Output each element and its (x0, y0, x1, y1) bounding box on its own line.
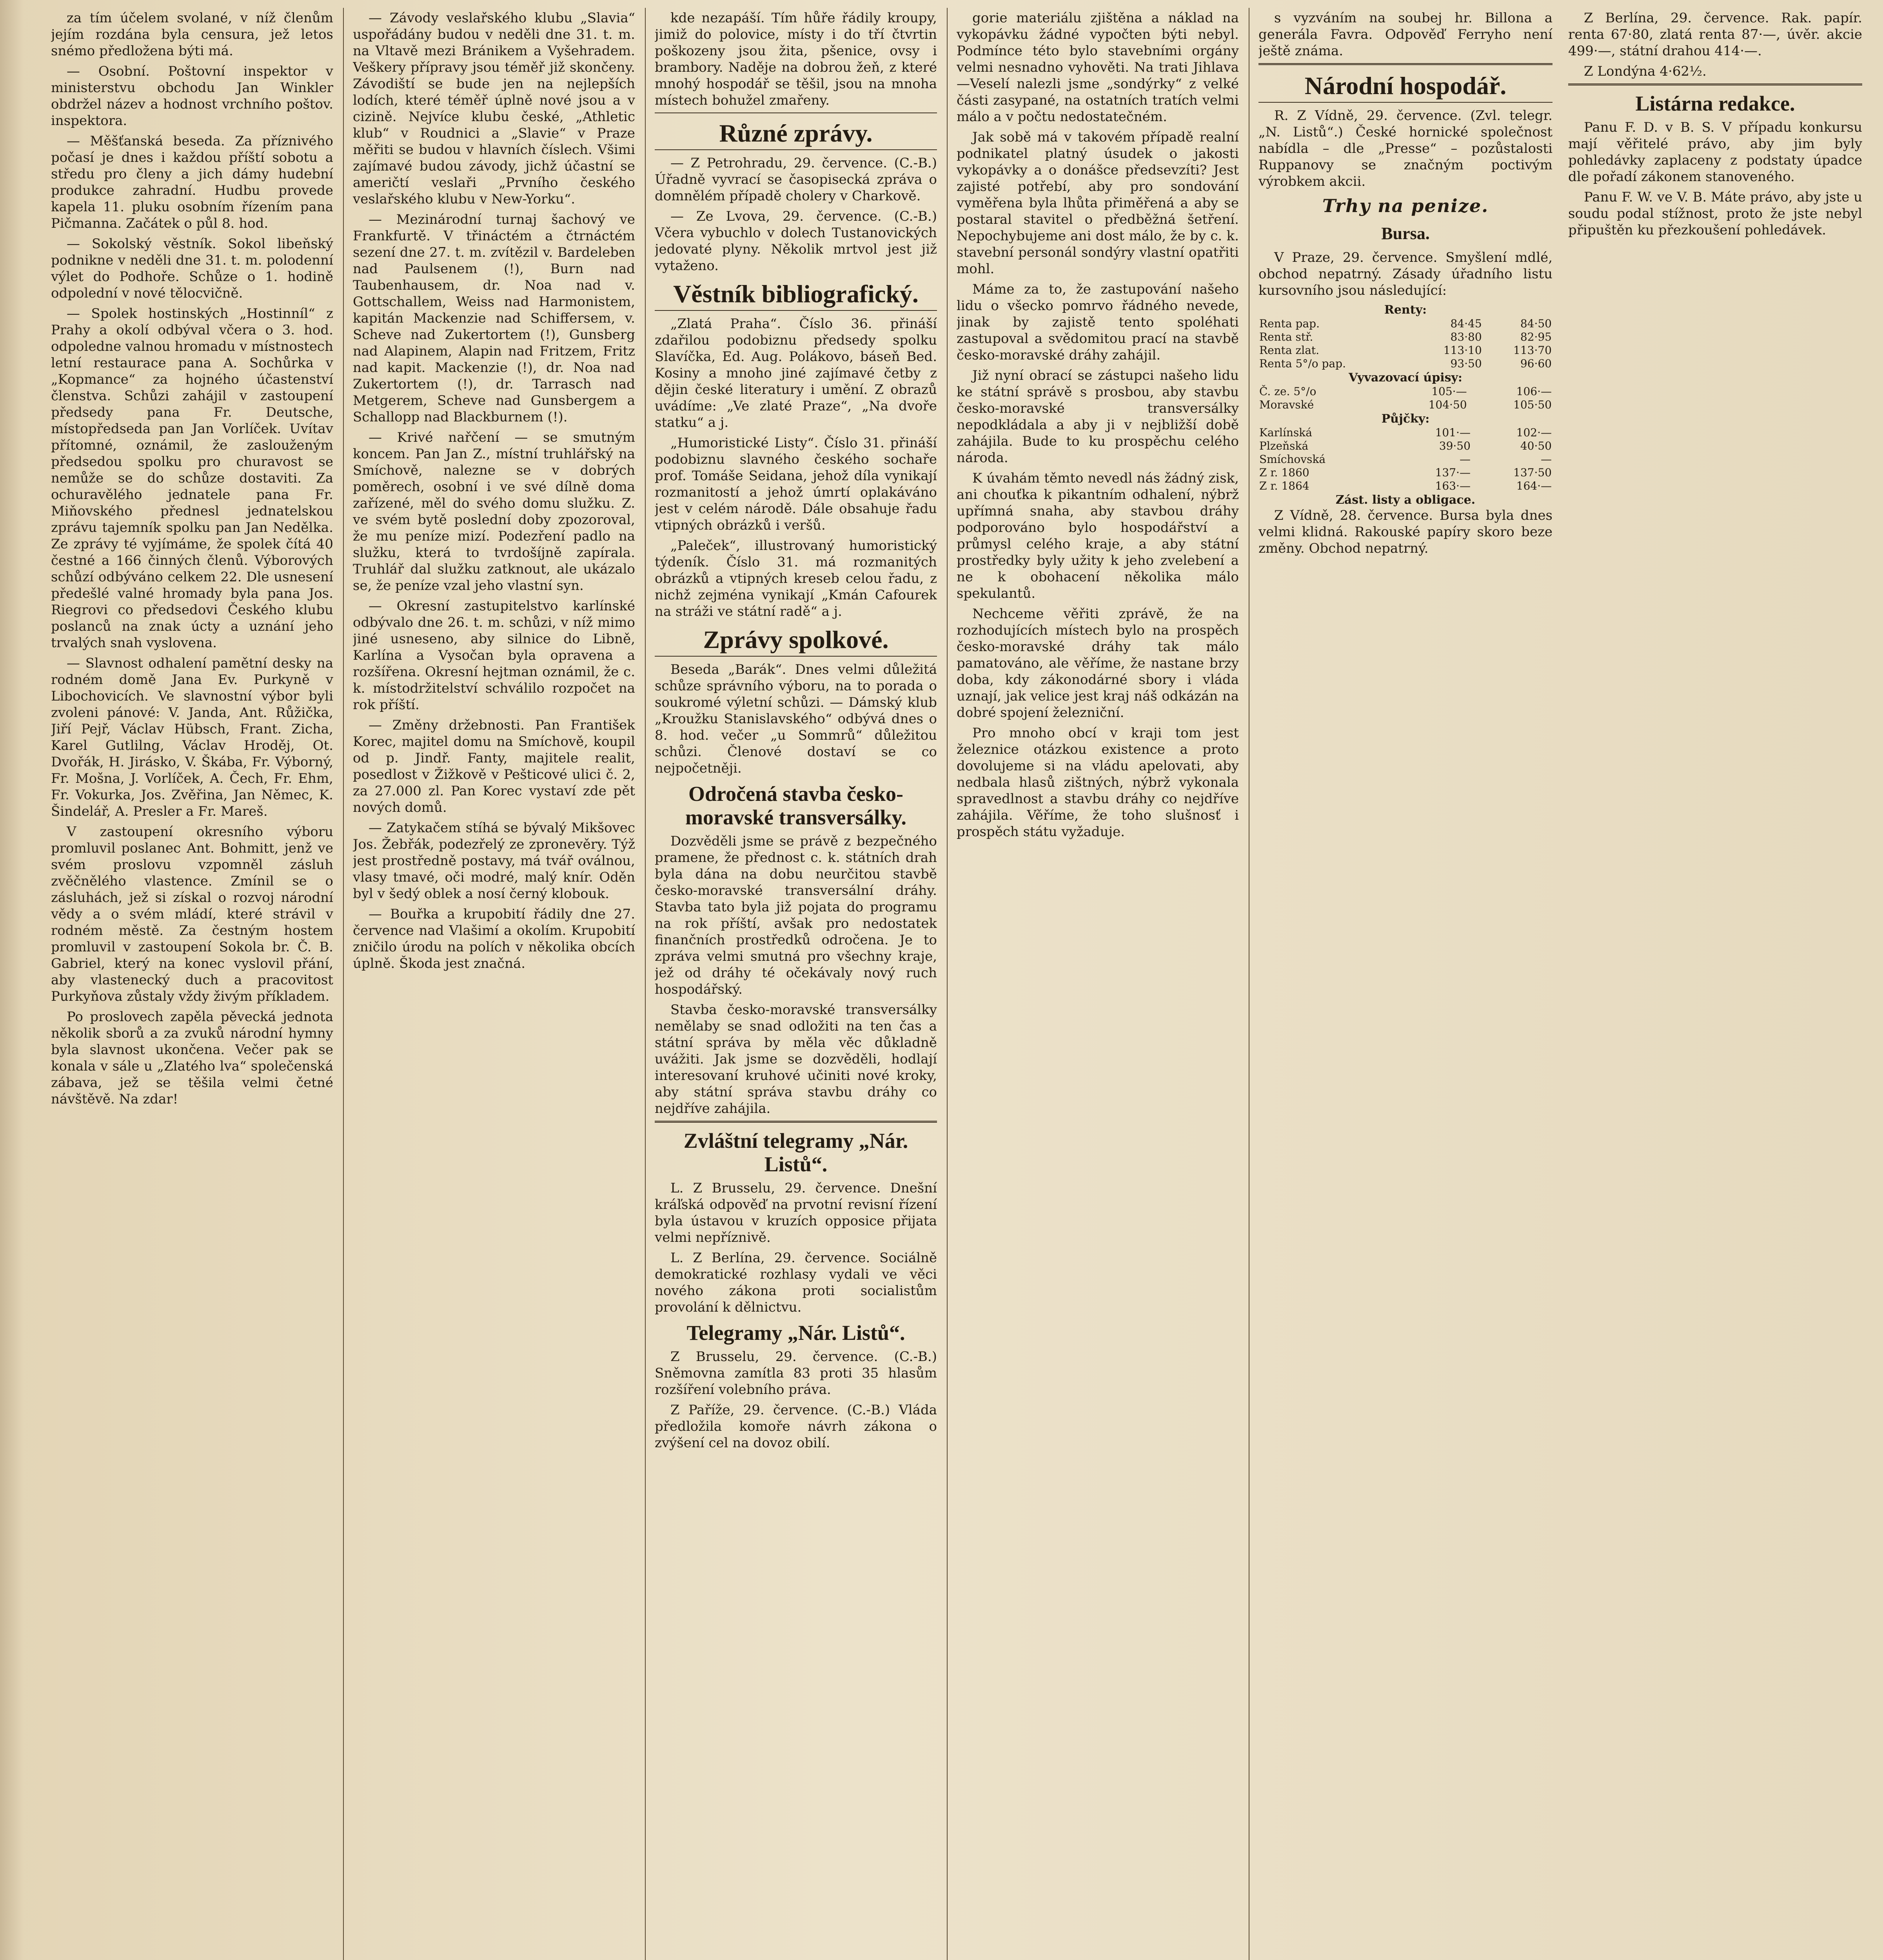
article-paragraph: — Měšťanská beseda. Za příznivého počasí je dnes i každou příští sobotu a středu pro členy a jich dámy hudební produkce zahradní. Hudbu provede kapela 11. pluku osobním řízením pana Pičmanna. Začátek o půl 8. hod. (51, 133, 333, 231)
article-paragraph: Z Paříže, 29. července. (C.-B.) Vláda předložila komoře návrh zákona o zvýšení cel na dovoz obilí. (655, 1402, 937, 1451)
quote-row (1258, 385, 1553, 398)
article-paragraph: Po proslovech zapěla pěvecká jednota několik sborů a za zvuků národní hymny byla slavnost ukončena. Večer pak se konala v sále u „Zlatého lva“ společenská zábava, jež se těšila velmi četné návštěvě. Na zdar! (51, 1009, 333, 1107)
quote-name: Č. ze. 5°/o (1259, 385, 1316, 398)
article-paragraph: L. Z Brusselu, 29. července. Dnešní kráľská odpověď na prvotní revisní řízení byla ústavou v kruzích opposice přijata velmi nepříznivě. (655, 1180, 937, 1245)
quote-value: 82·95 (1520, 330, 1552, 343)
quote-value: 84·50 (1520, 317, 1552, 330)
quote-name: Z r. 1864 (1259, 479, 1309, 492)
section-rule (1568, 83, 1862, 86)
column-divider (645, 8, 646, 1960)
article-paragraph: Z Londýna 4·62½. (1584, 64, 1707, 79)
quote-value: 96·60 (1520, 357, 1552, 370)
article-paragraph: Jak sobě má v takovém případě realní podnikatel platný úsudek o jakosti vykopávky a o donášce předsevzíti? Jest zajisté potřebí, aby pro sondování vyměřena byla lhůta přiměřená a aby se postaral stavitel o předběžná šetření. Nepochybujeme ani dost málo, že by c. k. stavební personál sondýry vlastní opatřiti mohl. (957, 129, 1239, 277)
section-heading-ruzne: Různé zprávy. (655, 120, 937, 150)
quote-value: 163·— (1435, 479, 1471, 492)
quote-name: Smíchovská (1259, 453, 1326, 466)
quote-value: 83·80 (1450, 330, 1482, 343)
quote-row (1258, 466, 1553, 479)
article-paragraph: „Humoristické Listy“. Číslo 31. přináší podobiznu slavného českého sochaře prof. Tomáše Seidana, jehož díla vynikají rozmanitostí a jehož úmrtí oplakáváno jest v celém národě. Dále obsahuje řadu vtipných obrázků i veršů. (655, 435, 937, 533)
column-5 (1258, 10, 1862, 1960)
quotes-table-pujcky (1258, 426, 1553, 493)
quote-name: Renta stř. (1259, 330, 1313, 343)
column-5-split (1258, 10, 1862, 561)
article-paragraph: Panu F. W. ve V. B. Máte právo, aby jste u soudu podal stížnost, proto že jste nebyl připuštěn ku přezkoušení pohledávek. (1568, 189, 1862, 238)
quote-row (1258, 357, 1553, 370)
article-paragraph: Pro mnoho obcí v kraji tom jest železnice otázkou existence a proto dovolujeme si na vládu apelovati, aby nedbala hlasů zištných, nýbrž vykonala spravedlnost a stavbu dráhy co nejdříve zahájila. Věříme, že toho slušnosť i prospěch státu vyžaduje. (957, 725, 1239, 840)
article-paragraph: V zastoupení okresního výboru promluvil poslanec Ant. Bohmitt, jenž ve svém proslovu vzpomněl zásluh zvěčnělého vlastence. Zmínil se o zásluhách, jež si získal o rozvoj národní vědy a o svém mládí, které strávil v rodném městě. Za čestným hostem promluvil v zastoupení Sokola br. Č. B. Gabriel, který na konec vyslovil přání, aby vlastenecký duch a pracovitost Purkyňova zůstaly vždy živým příkladem. (51, 824, 333, 1004)
section-heading-listarna: Listárna redakce. (1635, 92, 1795, 115)
article-paragraph: Máme za to, že zastupování našeho lidu o všecko pomrvo řádného nevede, jinak by zajistě tento spoléhati zastupoval a svědomitou prací na stavbě česko-moravské dráhy zahájil. (957, 281, 1239, 363)
quote-value: 105·50 (1513, 398, 1552, 411)
quotes-title-renty: Renty: (1384, 303, 1427, 317)
quote-row (1258, 453, 1553, 466)
section-heading-hospodar: Národní hospodář. (1258, 72, 1553, 103)
quote-name: Renta 5°/o pap. (1259, 357, 1346, 370)
column-divider (343, 8, 344, 1960)
article-paragraph: Panu F. D. v B. S. V případu konkursu mají věřitelé právo, aby jim byly pohledávky zaplaceny z podstaty úpadce dle pořadí zákonem stanoveného. (1568, 120, 1862, 185)
quote-value: 113·10 (1443, 344, 1482, 357)
article-paragraph: gorie materiálu zjištěna a náklad na vykopávku žádné vypočten býti nebyl. Podmínce této bylo stavebními orgány velmi nesnadno vyhověti. Na trati Jihlava—Veselí nalezli jsme „sondýrky“ z velké části zasypané, na ostatních tratích velmi málo a v počtu nedostatečném. (957, 10, 1239, 125)
section-heading-trhy: Trhy na penize. (1322, 195, 1489, 216)
article-paragraph: Z Berlína, 29. července. Rak. papír. renta 67·80, zlatá renta 87·—, úvěr. akcie 499·—, státní drahou 414·—. (1568, 10, 1862, 59)
quotes-title-pujcky: Půjčky: (1381, 412, 1430, 426)
quote-value: 101·— (1435, 426, 1471, 439)
column-4 (957, 10, 1239, 1960)
quote-name: Plzeňská (1259, 439, 1309, 452)
article-paragraph: Z Vídně, 28. července. Bursa byla dnes velmi klidná. Rakouské papíry skoro beze změny. Obchod nepatrný. (1258, 508, 1553, 556)
article-paragraph: za tím účelem svolané, v níž členům jejím rozdána byla censura, jež letos snémo předložena býti má. (51, 10, 333, 59)
column-divider (947, 8, 948, 1960)
column-5a (1258, 10, 1553, 561)
article-paragraph: — Spolek hostinských „Hostinníl“ z Prahy a okolí odbýval včera o 3. hod. odpoledne valnou hromadu v místnostech letní restaurace pana A. Sochůrka v „Kopmance“ za hojného účastenství členstva. Schůzi zahájil v zastoupení předsedy pana Fr. Deutsche, místopředseda pan Jan Vorlíček. Uvítav přítomné, oznámil, že zaslouženým předsedou spolku pro churavost se nemůže se do schůze dostaviti. Za ochuravělého jednatele pana Fr. Miňovského přednesl jednatelskou zprávu tajemník spolku pan Jan Nedělka. Ze zprávy té vyjímáme, že spolek čítá 40 čestné a 166 činných členů. Výborových schůzí odbýváno celkem 22. Dle usnesení předešlé valné hromady byla pana Jos. Riegrovi co předsedovi Českého klubu poslanců na znak úcty a uznání jeho trvalých snah vyslovena. (51, 306, 333, 651)
article-paragraph: — Slavnost odhalení pamětní desky na rodném domě Jana Ev. Purkyně v Libochovicích. Ve slavnostní výbor byli zvoleni pánové: V. Janda, Ant. Růžička, Jiří Pejř, Václav Hübsch, Frant. Zicha, Karel Gutlilng, Václav Hroděj, Ot. Dvořák, H. Jirásko, V. Škába, Fr. Výborný, Fr. Mošna, J. Vorlíček, A. Čech, Fr. Ehm, Fr. Vokurka, Jos. Zvěřina, Jan Němec, K. Šindelář, A. Presler a Fr. Mareš. (51, 655, 333, 819)
quote-row (1258, 344, 1553, 357)
quote-name: Karlínská (1259, 426, 1312, 439)
article-paragraph: „Paleček“, illustrovaný humoristický týdeník. Číslo 31. má rozmanitých obrázků a vtipných kreseb celou řadu, z nichž zejména vynikají „Kmán Cafourek na stráži ve státní radě“ a j. (655, 538, 937, 619)
article-paragraph: — Mezinárodní turnaj šachový ve Frankfurtě. V třináctém a čtrnáctém sezení dne 27. t. m. zvítězil v. Bardeleben nad Paulsenem (!), Burn nad Taubenhausem, dr. Noa nad v. Gottschallem, Weiss nad Harmonistem, kapitán Mackenzie nad Schiffersem, v. Scheve nad Zukertortem (!), Gunsberg nad Alapinem, Alapin nad Fritzem, Fritz nad kapit. Mackenzie (!), dr. Noa nad Zukertortem (!), dr. Tarrasch nad Metgerem, Scheve nad Gunsbergem a Schallopp nad Blackburnem (!). (353, 212, 635, 425)
section-heading-spolkove: Zprávy spolkové. (655, 626, 937, 657)
quote-row (1258, 398, 1553, 412)
quote-name: Moravské (1259, 398, 1314, 411)
section-rule (655, 1121, 937, 1123)
quote-value: — (1541, 453, 1552, 466)
article-paragraph: — Okresní zastupitelstvo karlínské odbývalo dne 26. t. m. schůzi, v níž mimo jiné usneseno, aby silnice do Libně, Karlína a Vysočan byla opravena a rozšířena. Okresní hejtman oznámil, že c. k. místodržitelství schválilo rozpočet na rok příští. (353, 598, 635, 713)
article-paragraph: kde nezapáší. Tím hůře řádily kroupy, jimiž do polovice, místy i do tří čtvrtin poškozeny jsou žita, pšenice, ovsy i brambory. Naděje na dobrou žeň, z které mnohý hospodář se těšil, jsou na mnoha místech bohužel zmařeny. (655, 10, 937, 108)
article-paragraph: — Osobní. Poštovní inspektor v ministerstvu obchodu Jan Winkler obdržel název a hodnost vrchního poštov. inspektora. (51, 64, 333, 129)
article-paragraph: — Změny držebnosti. Pan František Korec, majitel domu na Smíchově, koupil od p. Jindř. Fanty, majitele realit, posedlost v Žižkově v Pešticové ulici č. 2, za 27.000 zl. Pan Korec vystaví zde pět nových domů. (353, 717, 635, 815)
quote-value: 113·70 (1513, 344, 1552, 357)
quote-value: 104·50 (1428, 398, 1467, 411)
article-paragraph: K úvahám těmto nevedl nás žádný zisk, ani chouťka k pikantním odhalení, nýbrž upřímná snaha, aby stavbou dráhy podporováno bylo hospodářství a průmysl celého kraje, a aby státní prostředky byly užity k jeho zvelebení a ne k obohacení několika málo spekulantů. (957, 470, 1239, 601)
article-paragraph: — Krivé nařčení — se smutným koncem. Pan Jan Z., místní truhlářský na Smíchově, nalezne se v dobrých poměrech, osobní i ve své dílně doma zařízené, měl do svého domu služku. Z. ve svém bytě poslední doby zpozoroval, že mu peníze mizí. Podezření padlo na služku, která to tvrdošíjně zapírala. Truhlář dal služku zatknout, ale ukázalo se, že peníze vzal jeho vlastní syn. (353, 430, 635, 593)
article-paragraph: — Zatykačem stíhá se bývalý Mikšovec Jos. Žebřák, podezřelý ze zpronevěry. Týž jest prostředně postavy, má tvář oválnou, vlasy tmavé, oči modré, malý knír. Oděn byl v šedý oblek a nosí černý klobouk. (353, 820, 635, 902)
quote-value: 137·— (1435, 466, 1471, 479)
quote-value: 137·50 (1513, 466, 1552, 479)
article-paragraph: L. Z Berlína, 29. července. Sociálně demokratické rozhlasy vydali ve věci nového zákona proti socialistům provolání k dělnictvu. (655, 1250, 937, 1315)
quote-value: 93·50 (1450, 357, 1482, 370)
quote-value: 102·— (1516, 426, 1552, 439)
section-heading-odrocena: Odročená stavba česko-moravské transversálky. (685, 782, 906, 829)
quote-value: 164·— (1516, 479, 1552, 492)
article-paragraph: Stavba česko-moravské transversálky nemělaby se snad odložiti na ten čas a státní správa by měla věc důkladně uvážiti. Jak jsme se dozvěděli, hodlají interesovaní kruhové učiniti nové kroky, aby státní správa stavbu dráhy co nejdříve zahájila. (655, 1002, 937, 1116)
quote-row (1258, 317, 1553, 330)
quote-name: Z r. 1860 (1259, 466, 1309, 479)
article-paragraph: s vyzváním na soubej hr. Billona a generála Favra. Odpověď Ferryho není ještě známa. (1258, 10, 1553, 59)
column-5b (1568, 10, 1862, 561)
article-paragraph: Již nyní obrací se zástupci našeho lidu ke státní správě s prosbou, aby stavbu česko-moravské transversálky nepodkládala a aby ji v nejbližší době zahájila. Bude to ku prospěchu celého národa. (957, 368, 1239, 466)
section-rule (1258, 63, 1553, 66)
quote-row (1258, 479, 1553, 493)
article-paragraph: Dozvěděli jsme se právě z bezpečného pramene, že přednost c. k. státních drah byla dána na dobu neurčitou stavbě česko-moravské transversální dráhy. Stavba tato byla již pojata do programu na rok příští, avšak pro nedostatek finančních prostředků odročena. Je to zpráva velmi smutná pro všechny kraje, jež od dráhy té očekávaly nový ruch hospodářský. (655, 833, 937, 997)
quotes-title-vyvazovaci: Vyvazovací úpisy: (1349, 371, 1462, 385)
quote-row (1258, 330, 1553, 344)
quotes-title-zast: Zást. listy a obligace. (1335, 493, 1476, 507)
quote-name: Renta zlat. (1259, 344, 1320, 357)
quote-value: 106·— (1516, 385, 1552, 398)
article-paragraph: Beseda „Barák“. Dnes velmi důležitá schůze správního výboru, na to porada o soukromé výletní schůzi. — Dámský klub „Kroužku Stanislavského“ odbývá dnes o 8. hod. večer „u Sommrů“ důležitou schůzi. Členové dostaví se co nejpočetněji. (655, 662, 937, 776)
article-paragraph: „Zlatá Praha“. Číslo 36. přináší zdařilou podobiznu předsedy spolku Slavíčka, Ed. Aug. Polákovo, báseň Bed. Kosiny a mnoho jiné zajímavé četby z dějin české literatury i umění. Z obrazů uvádíme: „Ve zlaté Praze“, „Na dvoře statku“ a j. (655, 316, 937, 430)
section-heading-telegramy-zvlastni: Zvláštní telegramy „Nár. Listů“. (683, 1129, 908, 1176)
article-paragraph: — Bouřka a krupobití řádily dne 27. července nad Vlašimí a okolím. Krupobití zničilo úrodu na polích v několika obcích úplně. Škoda jest značná. (353, 906, 635, 971)
quote-name: Renta pap. (1259, 317, 1320, 330)
quote-row (1258, 426, 1553, 439)
section-heading-bursa: Bursa. (1381, 224, 1430, 243)
quote-value: 84·45 (1450, 317, 1482, 330)
quote-value: 40·50 (1520, 439, 1552, 452)
column-1 (51, 10, 333, 1960)
article-paragraph: — Závody veslařského klubu „Slavia“ uspořádány budou v neděli dne 31. t. m. na Vltavě mezi Bránikem a Vyšehradem. Veškery přípravy jsou téměř již skončeny. Závodiští se bude jen na nejlepších lodích, které téměř úplně nové jsou a v cizině. Nejvíce klubu české, „Athletic klub“ v Roudnici a „Slavie“ v Praze měřiti se budou v hlavních číslech. Všimi zajímavé budou závody, jichž účastní se američtí veslaři „Prvního českého veslařského klubu v New-Yorku“. (353, 10, 635, 207)
quote-value: 39·50 (1439, 439, 1471, 452)
section-heading-telegramy: Telegramy „Nár. Listů“. (686, 1321, 905, 1345)
article-paragraph: Nechceme věřiti zprávě, že na rozhodujících místech bylo na prospěch česko-moravské dráhy tak málo pamatováno, ale věříme, že nastane brzy doba, kdy zákonodárné sbory i vláda uznají, jak velice jest kraj náš odkázán na dobré spojení železniční. (957, 606, 1239, 720)
quotes-table-vyvazovaci (1258, 385, 1553, 412)
quotes-table-renty (1258, 317, 1553, 370)
article-paragraph: — Ze Lvova, 29. července. (C.-B.) Včera vybuchlo v dolech Tustanovických jedovaté plyny. Několik mrtvol jest již vytaženo. (655, 209, 937, 274)
article-paragraph: — Z Petrohradu, 29. července. (C.-B.) Úřadně vyvrací se časopisecká zpráva o domnělém případě cholery v Charkově. (655, 155, 937, 204)
quote-value: — (1459, 453, 1471, 466)
page-edge-shadow (0, 0, 24, 1960)
section-heading-vestnik: Věstník bibliografický. (655, 280, 937, 311)
quote-row (1258, 439, 1553, 453)
article-paragraph: — Sokolský věstník. Sokol libeňský podnikne v neděli dne 31. t. m. polodenní výlet do Podhoře. Schůze o 1. hodině odpolední v nové tělocvičně. (51, 236, 333, 301)
article-paragraph: R. Z Vídně, 29. července. (Zvl. telegr. „N. Listů“.) České hornické společnost nabídla – dle „Presse“ – pozůstalosti Ruppanovy se značným poctivým výrobkem akcii. (1258, 108, 1553, 189)
quote-value: 105·— (1431, 385, 1467, 398)
column-2 (353, 10, 635, 1960)
article-paragraph: Z Brusselu, 29. července. (C.-B.) Sněmovna zamítla 83 proti 35 hlasům rozšíření volebního práva. (655, 1349, 937, 1397)
column-3 (655, 10, 937, 1960)
article-paragraph: V Praze, 29. července. Smyšlení mdlé, obchod nepatrný. Zásady úřadního listu kursovního jsou následující: (1258, 250, 1553, 298)
